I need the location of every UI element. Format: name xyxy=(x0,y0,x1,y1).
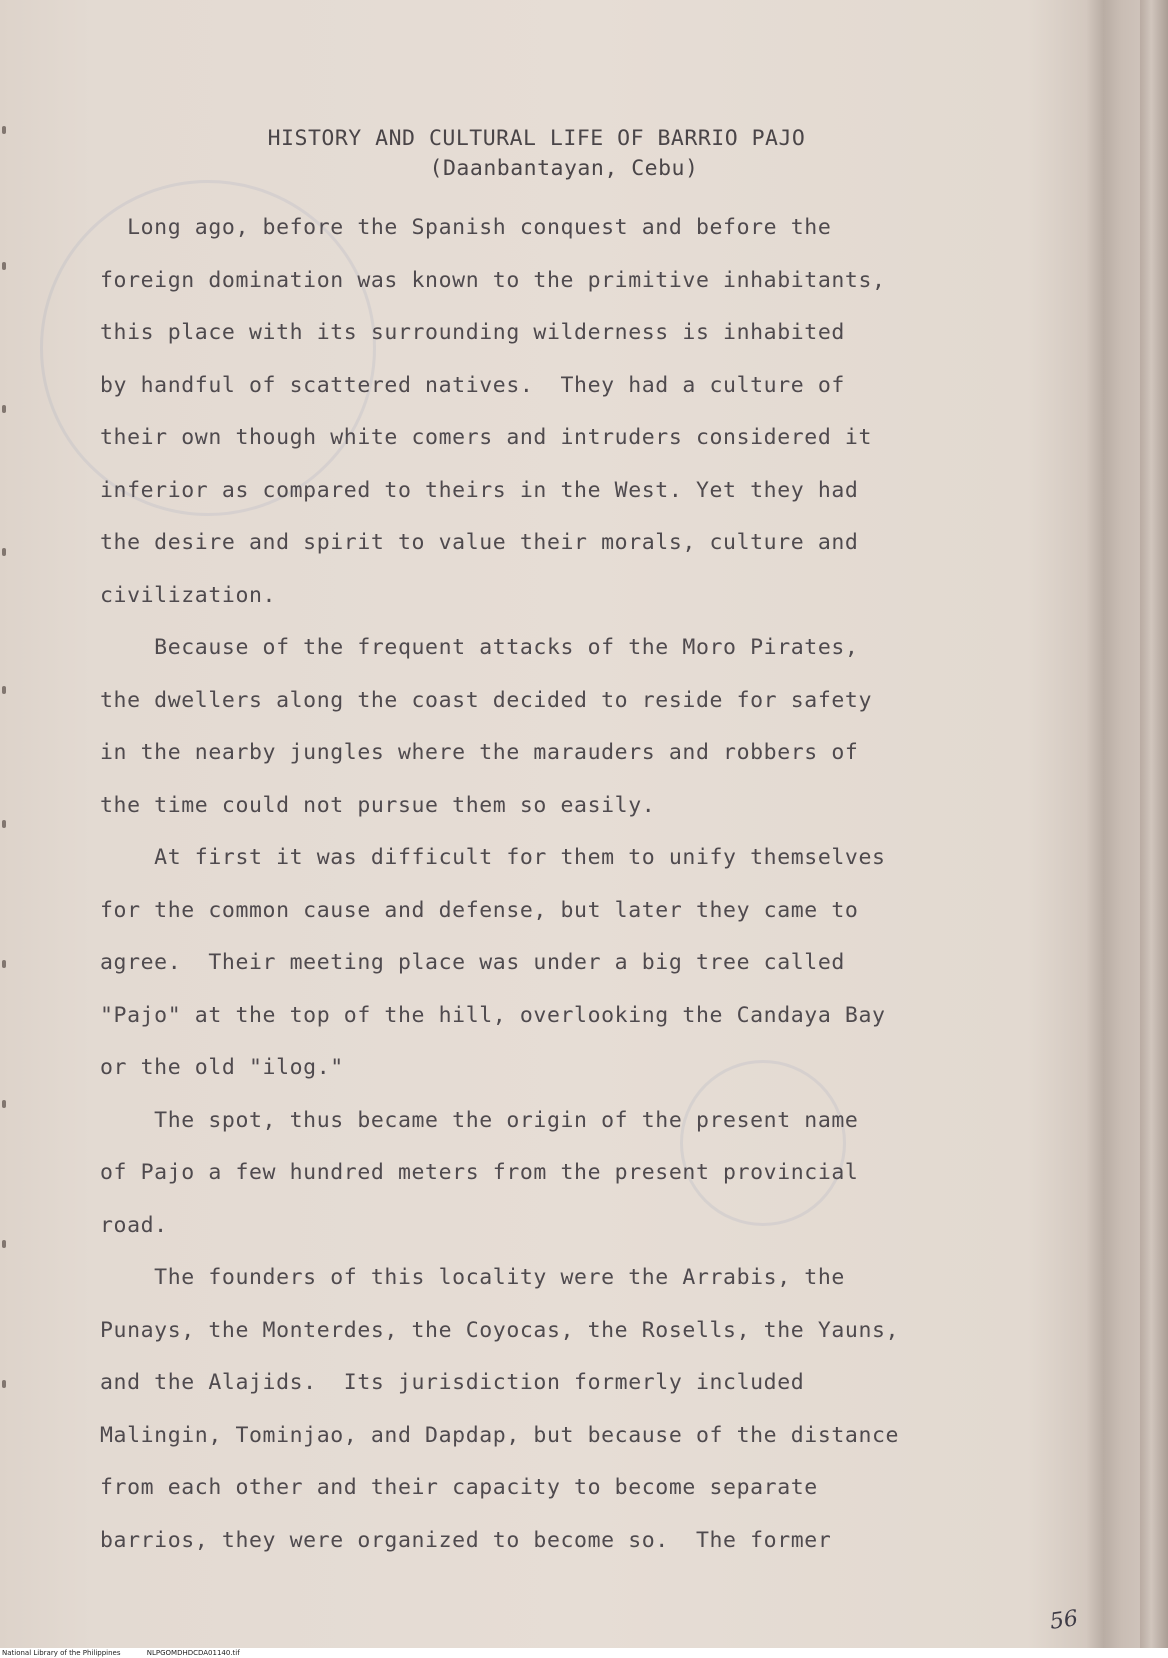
text-line: Because of the frequent attacks of the Moro Pirates, xyxy=(100,635,859,660)
text-line: their own though white comers and intruders considered it xyxy=(100,425,873,450)
binding-marks xyxy=(0,0,12,1658)
text-line: Long ago, before the Spanish conquest and before the xyxy=(100,215,832,240)
text-line: barrios, they were organized to become so. The former xyxy=(100,1527,832,1553)
text-line: Malingin, Tominjao, and Dapdap, but because of the distance xyxy=(100,1422,900,1448)
text-line: by handful of scattered natives. They had a culture of xyxy=(100,372,845,398)
page-edge-shadow xyxy=(1140,0,1168,1658)
text-line: the desire and spirit to value their morals, culture and xyxy=(100,530,859,555)
document-title xyxy=(0,124,1168,184)
footer-file-id: NLPGOMDHDCDA01140.tif xyxy=(146,1649,240,1657)
text-line: of Pajo a few hundred meters from the present provincial xyxy=(100,1160,859,1185)
text-line: and the Alajids. Its jurisdiction formerly included xyxy=(100,1370,805,1395)
title-line-2: (Daanbantayan, Cebu) xyxy=(429,156,699,181)
text-line: At first it was difficult for them to unify themselves xyxy=(100,845,886,870)
text-line: The founders of this locality were the Arrabis, the xyxy=(100,1265,845,1290)
page-number: 56 xyxy=(1048,1606,1080,1635)
footer-library: National Library of the Philippines xyxy=(2,1649,121,1657)
text-line: the time could not pursue them so easily. xyxy=(100,792,656,818)
title-line-1: HISTORY AND CULTURAL LIFE OF BARRIO PAJO xyxy=(267,126,806,151)
text-line: this place with its surrounding wilderness is inhabited xyxy=(100,320,845,345)
text-line: "Pajo" at the top of the hill, overlooking the Candaya Bay xyxy=(100,1002,886,1028)
text-line: or the old "ilog." xyxy=(100,1055,344,1080)
text-line: Punays, the Monterdes, the Coyocas, the Rosells, the Yauns, xyxy=(100,1317,900,1343)
document-body xyxy=(100,202,1050,1567)
text-line: inferior as compared to theirs in the West. Yet they had xyxy=(100,477,859,503)
text-line: the dwellers along the coast decided to reside for safety xyxy=(100,687,873,713)
text-line: for the common cause and defense, but later they came to xyxy=(100,897,859,923)
text-line: foreign domination was known to the primitive inhabitants, xyxy=(100,267,886,293)
scan-footer xyxy=(0,1648,1168,1658)
text-line: road. xyxy=(100,1212,168,1238)
text-line: in the nearby jungles where the marauders and robbers of xyxy=(100,740,859,765)
text-line: The spot, thus became the origin of the present name xyxy=(100,1107,859,1133)
text-line: from each other and their capacity to become separate xyxy=(100,1475,818,1500)
text-line: agree. Their meeting place was under a big tree called xyxy=(100,950,845,975)
text-line: civilization. xyxy=(100,582,277,608)
